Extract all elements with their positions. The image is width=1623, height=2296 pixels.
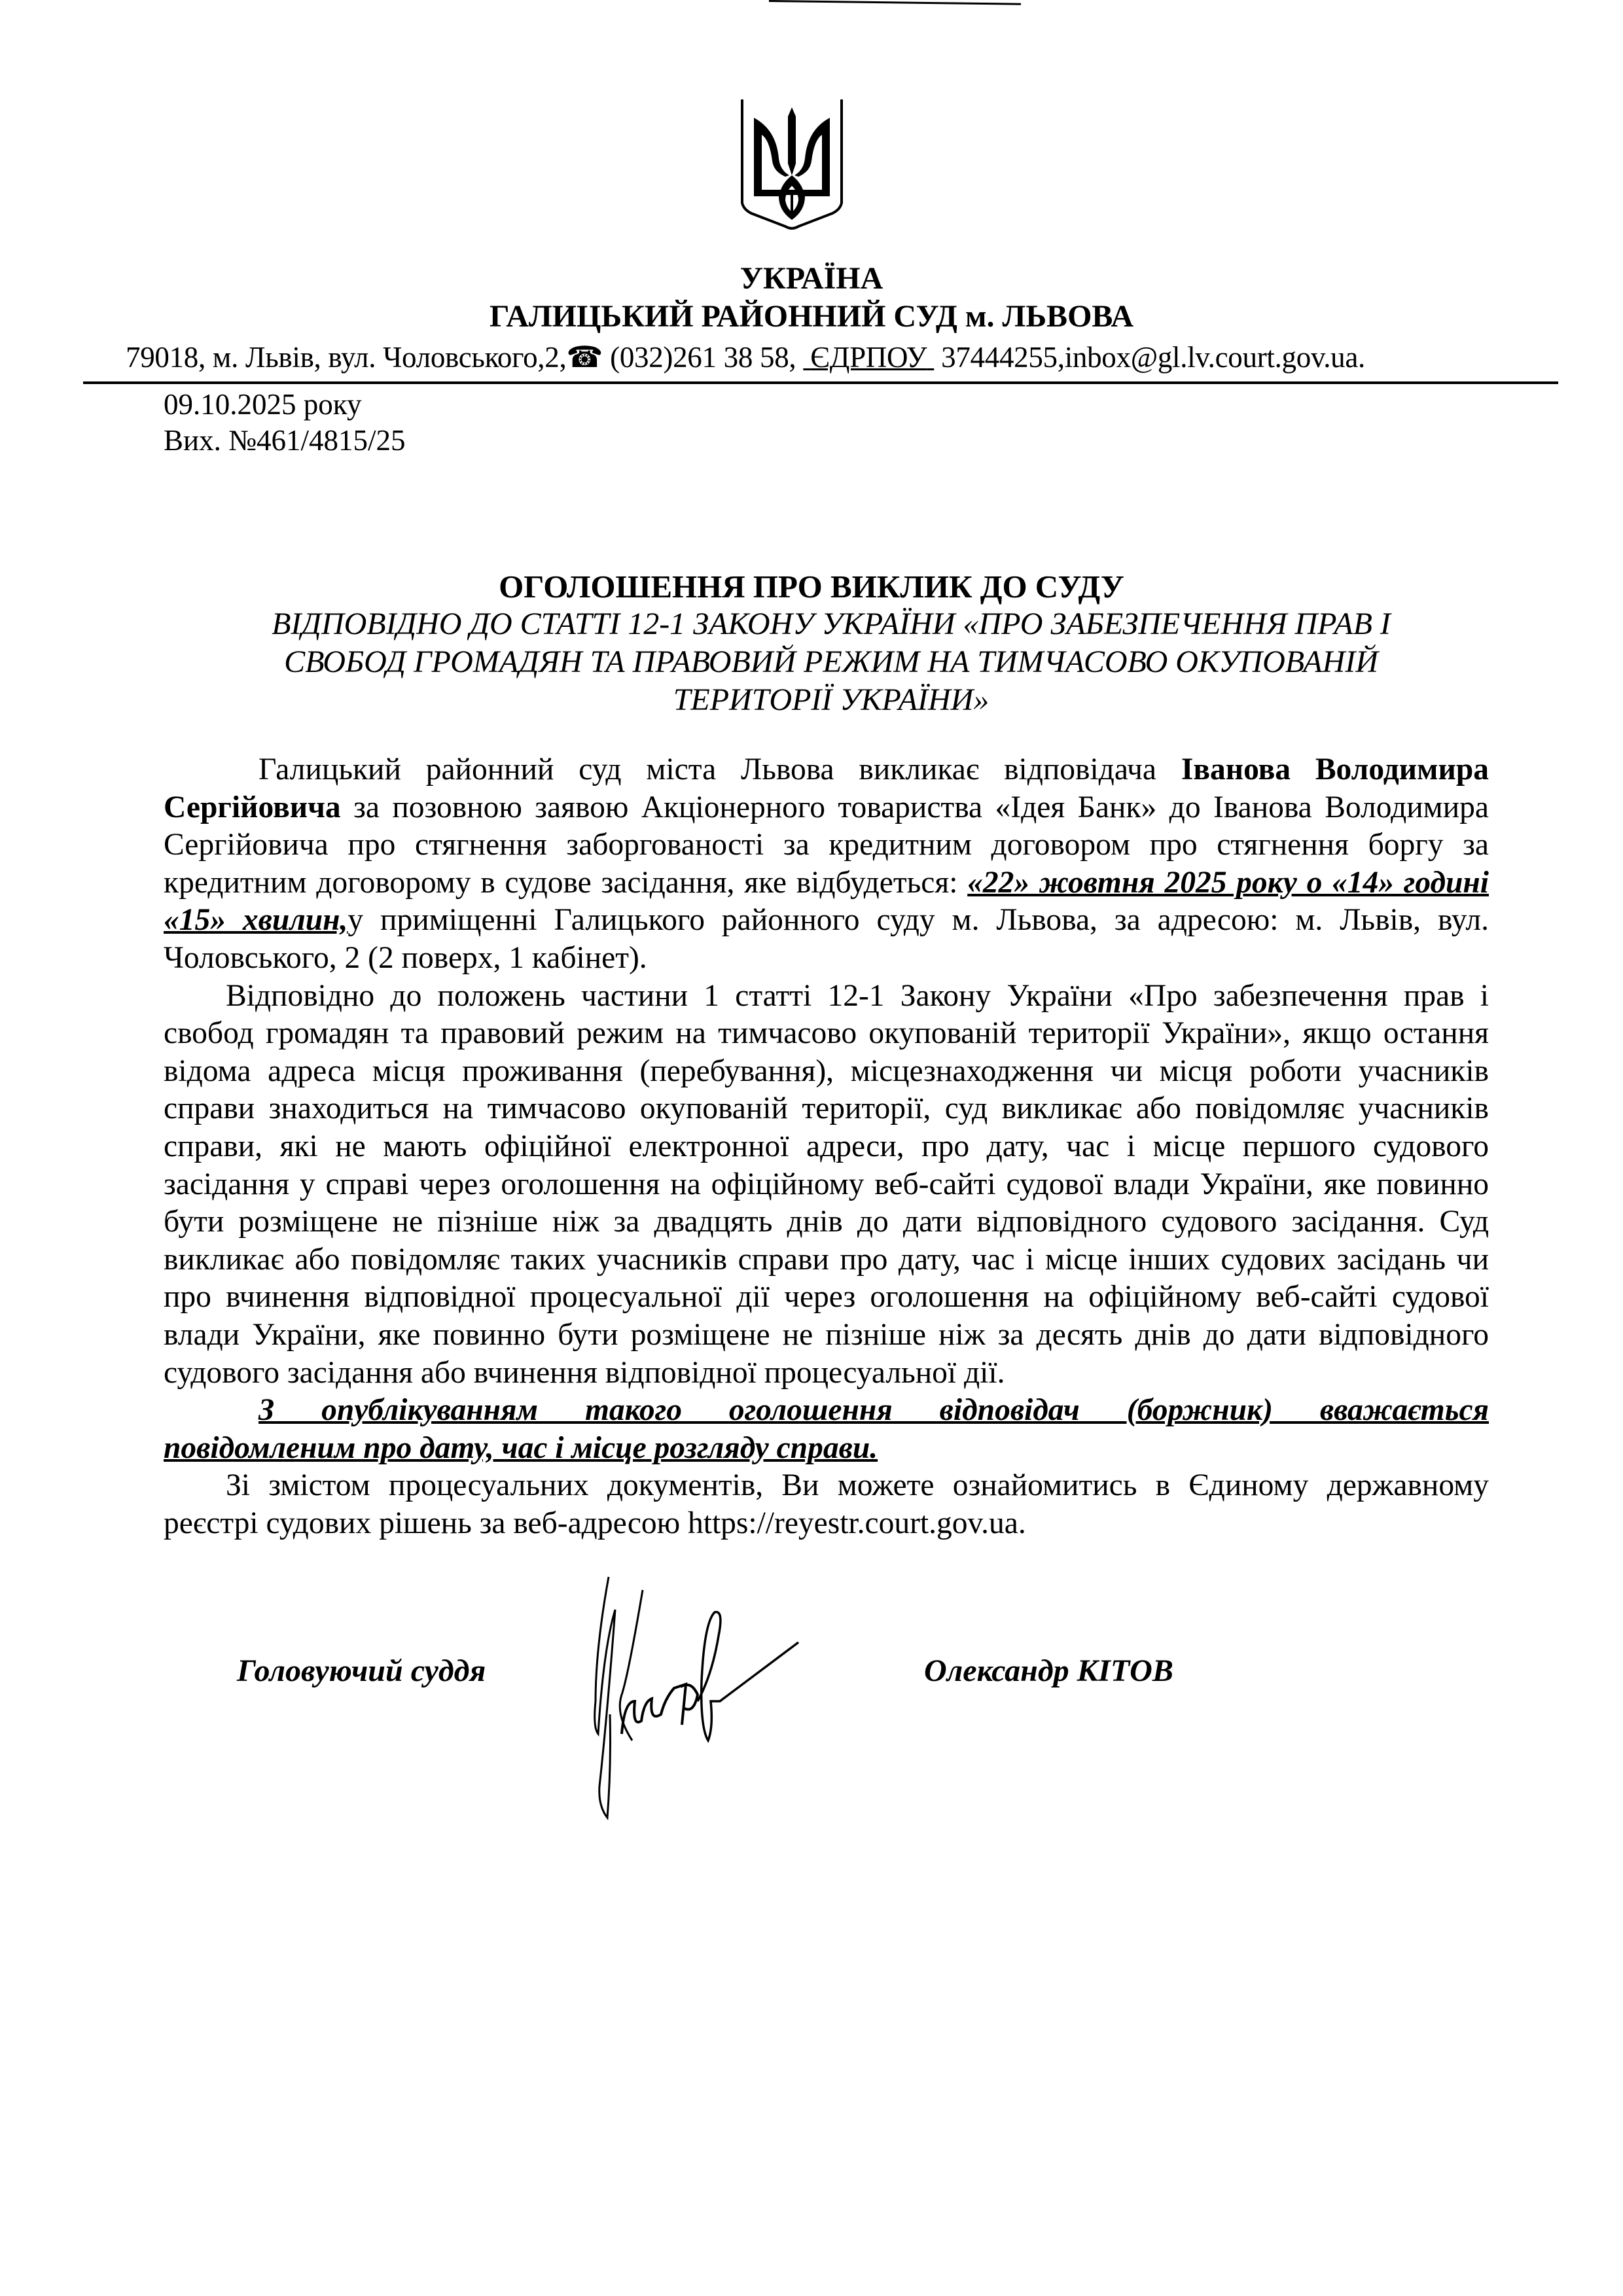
defendant-name: Іванова Володимира Сергійовича xyxy=(164,752,1489,824)
registry-paragraph: Зі змістом процесуальних документів, Ви можете ознайомитись в Єдиному державному реєстрі судових рішень за веб-адресою https://reyestr.court.gov.ua. xyxy=(164,1468,1489,1540)
header-court-name: ГАЛИЦЬКИЙ РАЙОННИЙ СУД м. ЛЬВОВА xyxy=(489,299,1134,334)
judge-name: Олександр КІТОВ xyxy=(924,1653,1173,1688)
edrpou-label: ЄДРПОУ xyxy=(810,341,927,374)
trident-coat-of-arms-icon xyxy=(740,98,844,236)
document-date: 09.10.2025 року xyxy=(164,388,362,421)
court-address: 79018, м. Львів, вул. Чоловського,2, xyxy=(126,341,567,374)
hearing-datetime: «22» жовтня 2025 року о «14» годині «15» хвилин, xyxy=(164,865,1489,938)
telephone-icon: ☎ xyxy=(566,341,603,374)
document-title: ОГОЛОШЕННЯ ПРО ВИКЛИК ДО СУДУ xyxy=(499,569,1124,605)
court-phone: (032)261 38 58, xyxy=(610,341,796,374)
summons-paragraph: Галицький районний суд міста Львова викликає відповідача Іванова Володимира Сергійовича за позовною заявою Акціонерного товариства «Ідея Банк» до Іванова Володимира Сергійовича про стягнення заборгованості за кредитним договором про стягнення боргу за кредитним договорому в судове засідання, яке відбудеться: «22» жовтня 2025 року о «14» годині «15» хвилин,у приміщенні Галицького районного суду м. Львова, за адресою: м. Львів, вул. Чоловського, 2 (2 поверх, 1 кабінет). xyxy=(164,752,1489,975)
notice-paragraph: З опублікуванням такого оголошення відповідач (боржник) вважається повідомленим про дату, час і місце розгляду справи. xyxy=(164,1393,1489,1465)
scan-artifact-line xyxy=(769,0,1021,5)
header-country: УКРАЇНА xyxy=(740,261,883,296)
outgoing-reference-number: Вих. №461/4815/25 xyxy=(164,424,406,457)
document-subtitle: ВІДПОВІДНО ДО СТАТТІ 12-1 ЗАКОНУ УКРАЇНИ «ПРО ЗАБЕЗПЕЧЕННЯ ПРАВ І СВОБОД ГРОМАДЯН ТА ПРАВОВИЙ РЕЖИМ НА ТИМЧАСОВО ОКУПОВАНІЙ ТЕРИТОРІЇ УКРАЇНИ» xyxy=(272,607,1391,717)
handwritten-signature-icon xyxy=(569,1570,883,1826)
legal-basis-paragraph: Відповідно до положень частини 1 статті 12-1 Закону України «Про забезпечення прав і свобод громадян та правовий режим на тимчасово окупованій території України», якщо остання відома адреса місця проживання (перебування), місцезнаходження чи місця роботи учасників справи знаходиться на тимчасово окупованій території, суд викликає або повідомляє учасників справи, які не мають офіційної електронної адреси, про дату, час і місце першого судового засідання у справі через оголошення на офіційному веб-сайті судової влади України, яке повинно бути розміщене не пізніше ніж за двадцять днів до дати відповідного судового засідання. Суд викликає або повідомляє таких учасників справи про дату, час і місце інших судових засідань чи про вчинення відповідної процесуальної дії через оголошення на офіційному веб-сайті судової влади України, яке повинно бути розміщене не пізніше ніж за десять днів до дати відповідного судового засідання або вчинення відповідної процесуальної дії. xyxy=(164,978,1489,1390)
document-body xyxy=(164,751,1489,1542)
header-divider xyxy=(83,381,1558,384)
header-contact-line xyxy=(126,339,1539,376)
edrpou-and-email: 37444255,inbox@gl.lv.court.gov.ua. xyxy=(941,341,1365,374)
judge-role: Головуючий суддя xyxy=(237,1653,486,1688)
